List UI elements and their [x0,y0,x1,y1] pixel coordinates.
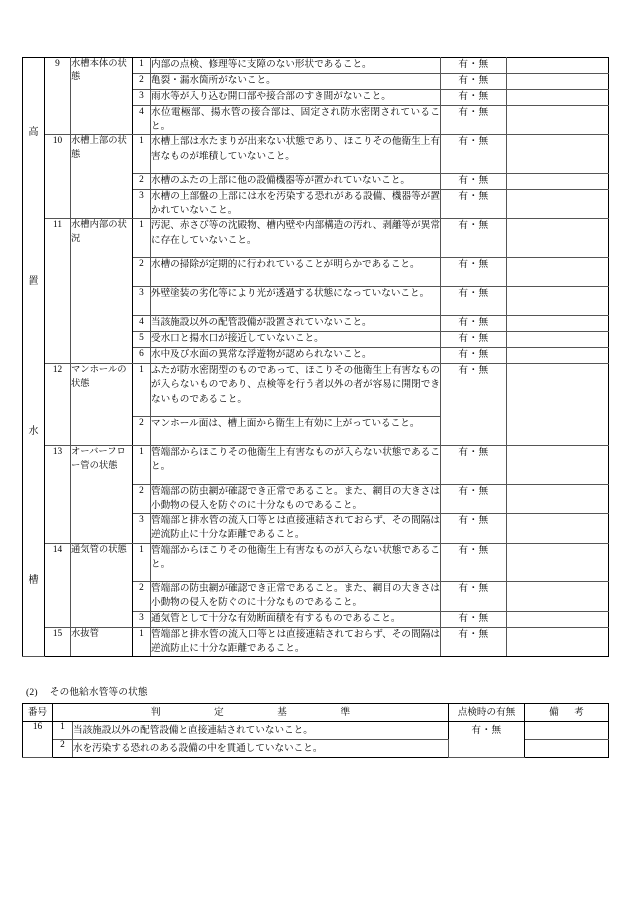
check-cell[interactable]: 有・無 [441,582,507,611]
remarks-cell[interactable] [525,722,609,740]
check-cell[interactable]: 有・無 [441,74,507,90]
header-criteria [53,704,449,722]
criteria-cell: 汚泥、赤さび等の沈殿物、槽内壁や内部構造の汚れ、剥離等が異常に存在していないこと。 [151,219,441,258]
criteria-cell: 管端部からほこりその他衛生上有害なものが入らない状態であること。 [151,543,441,582]
criteria-cell: 内部の点検、修理等に支障のない形状であること。 [151,58,441,74]
remarks-cell[interactable] [507,258,609,287]
sub-number-cell: 1 [133,219,151,258]
check-cell-merged[interactable]: 有・無 [441,364,507,446]
check-cell[interactable]: 有・無 [441,543,507,582]
category-label-cell [23,58,45,657]
table-row [23,627,609,656]
sub-number-cell: 2 [133,258,151,287]
check-cell[interactable]: 有・無 [441,514,507,543]
criteria-cell: 水槽のふたの上部に他の設備機器等が置かれていないこと。 [151,174,441,190]
remarks-cell[interactable] [507,446,609,485]
section-title: その他給水管等の状態 [49,687,148,698]
category-char-0: 高 [28,126,39,138]
sub-number-cell: 2 [133,74,151,90]
row-number-cell: 12 [45,364,71,446]
category-char-2: 水 [28,425,39,437]
table-row [23,543,609,582]
sub-number-cell: 4 [133,316,151,332]
header-remarks-text: 備 考 [549,707,587,718]
remarks-cell[interactable] [507,58,609,74]
criteria-cell: 水位電極部、揚水管の接合部は、固定され防水密閉されていること。 [151,106,441,135]
table-row [23,135,609,174]
check-cell[interactable]: 有・無 [441,611,507,627]
header-number: 番号 [23,704,53,722]
remarks-cell[interactable] [507,174,609,190]
table-row [23,219,609,258]
criteria-cell: 水中及び水面の異常な浮遊物が認められないこと。 [151,348,441,364]
sub-number-cell: 1 [133,446,151,485]
inspection-table-main [22,57,609,657]
row-number-cell: 11 [45,219,71,364]
sub-number-cell: 1 [53,722,73,740]
sub-number-cell: 3 [133,611,151,627]
row-number-cell: 9 [45,58,71,135]
remarks-cell[interactable] [507,106,609,135]
row-number-cell: 10 [45,135,71,219]
check-cell[interactable]: 有・無 [441,446,507,485]
sub-number-cell: 3 [133,90,151,106]
check-cell[interactable]: 有・無 [441,287,507,316]
header-check: 点検時の有無 [449,704,525,722]
check-cell[interactable]: 有・無 [441,627,507,656]
sub-number-cell: 2 [133,417,151,446]
remarks-cell[interactable] [507,332,609,348]
criteria-cell: 水を汚染する恐れのある設備の中を貫通していないこと。 [73,740,449,758]
item-name-cell: 通気管の状態 [71,543,133,627]
header-remarks [525,704,609,722]
criteria-cell: 当該施設以外の配管設備と直接連結されていないこと。 [73,722,449,740]
item-name-cell: 水抜管 [71,627,133,656]
sub-number-cell: 2 [133,582,151,611]
criteria-cell: ふたが防水密閉型のものであって、ほこりその他衛生上有害なものが入らないものであり、点検等を行う者以外の者が容易に開閉できないものであること。 [151,364,441,417]
sub-number-cell: 3 [133,514,151,543]
sub-number-cell: 4 [133,106,151,135]
category-label-vertical [23,58,44,656]
criteria-cell: 管端部と排水管の流入口等とは直接連結されておらず、その間隔は逆流防止に十分な距離であること。 [151,514,441,543]
table-row [23,446,609,485]
check-cell[interactable]: 有・無 [441,90,507,106]
category-char-1: 置 [28,276,39,288]
remarks-cell[interactable] [507,90,609,106]
item-name-cell: 水槽内部の状況 [71,219,133,364]
check-cell[interactable]: 有・無 [441,348,507,364]
row-number-cell: 14 [45,543,71,627]
sub-number-cell: 1 [133,543,151,582]
check-cell[interactable]: 有・無 [441,219,507,258]
section-heading [26,684,148,698]
check-cell[interactable]: 有・無 [441,316,507,332]
remarks-cell[interactable] [507,316,609,332]
criteria-cell: マンホール面は、槽上面から衛生上有効に上がっていること。 [151,417,441,446]
remarks-cell[interactable] [507,287,609,316]
remarks-cell[interactable] [507,348,609,364]
header-criteria-text: 判 定 基 準 [150,707,373,718]
criteria-cell: 通気管として十分な有効断面積を有するものであること。 [151,611,441,627]
sub-number-cell: 1 [133,135,151,174]
sub-number-cell: 1 [133,58,151,74]
sub-number-cell: 5 [133,332,151,348]
table-header-row [23,704,609,722]
item-name-cell: 水槽本体の状態 [71,58,133,135]
table-row [23,722,609,740]
sub-number-cell: 1 [133,364,151,417]
sub-number-cell: 2 [133,484,151,513]
remarks-cell[interactable] [507,219,609,258]
remarks-cell[interactable] [507,582,609,611]
criteria-cell: 外壁塗装の劣化等により光が透過する状態になっていないこと。 [151,287,441,316]
remarks-cell[interactable] [507,543,609,582]
sub-number-cell: 3 [133,287,151,316]
remarks-cell[interactable] [507,611,609,627]
check-cell[interactable]: 有・無 [441,106,507,135]
check-cell[interactable]: 有・無 [441,135,507,174]
row-number-cell: 16 [23,722,53,758]
remarks-cell[interactable] [507,484,609,513]
remarks-cell[interactable] [507,627,609,656]
table-row [23,58,609,74]
criteria-cell: 当該施設以外の配管設備が設置されていないこと。 [151,316,441,332]
remarks-cell[interactable] [507,135,609,174]
criteria-cell: 管端部の防虫網が確認でき正常であること。また、網目の大きさは小動物の侵入を防ぐのに十分なものであること。 [151,582,441,611]
criteria-cell: 管端部の防虫網が確認でき正常であること。また、網目の大きさは小動物の侵入を防ぐのに十分なものであること。 [151,484,441,513]
criteria-cell: 水槽上部は水たまりが出来ない状態であり、ほこりその他衛生上有害なものが堆積していないこと。 [151,135,441,174]
criteria-cell: 管端部からほこりその他衛生上有害なものが入らない状態であること。 [151,446,441,485]
remarks-cell[interactable] [525,740,609,758]
sub-number-cell: 2 [53,740,73,758]
row-number-cell: 15 [45,627,71,656]
sub-number-cell: 6 [133,348,151,364]
check-cell[interactable]: 有・無 [441,332,507,348]
remarks-cell[interactable] [507,190,609,219]
criteria-cell: 水槽の上部盤の上部には水を汚染する恐れがある設備、機器等が置かれていないこと。 [151,190,441,219]
criteria-cell: 管端部と排水管の流入口等とは直接連結されておらず、その間隔は逆流防止に十分な距離であること。 [151,627,441,656]
check-cell[interactable]: 有・無 [441,258,507,287]
sub-number-cell: 3 [133,190,151,219]
item-name-cell: 水槽上部の状態 [71,135,133,219]
item-name-cell: マンホールの状態 [71,364,133,446]
section-number: (2) [26,687,38,698]
remarks-cell[interactable] [507,364,609,446]
check-cell[interactable]: 有・無 [441,484,507,513]
remarks-cell[interactable] [507,514,609,543]
criteria-cell: 水槽の掃除が定期的に行われていることが明らかであること。 [151,258,441,287]
table-row [23,364,609,417]
criteria-cell: 受水口と揚水口が接近していないこと。 [151,332,441,348]
check-cell-merged[interactable]: 有・無 [449,722,525,758]
row-number-cell: 13 [45,446,71,543]
check-cell[interactable]: 有・無 [441,58,507,74]
criteria-cell: 雨水等が入り込む開口部や接合部のすき間がないこと。 [151,90,441,106]
sub-number-cell: 2 [133,174,151,190]
check-cell[interactable]: 有・無 [441,190,507,219]
check-cell[interactable]: 有・無 [441,174,507,190]
item-name-cell: オーバーフロー管の状態 [71,446,133,543]
inspection-table-other-pipes [22,703,609,758]
criteria-cell: 亀裂・漏水箇所がないこと。 [151,74,441,90]
category-char-3: 槽 [28,575,39,587]
remarks-cell[interactable] [507,74,609,90]
sub-number-cell: 1 [133,627,151,656]
